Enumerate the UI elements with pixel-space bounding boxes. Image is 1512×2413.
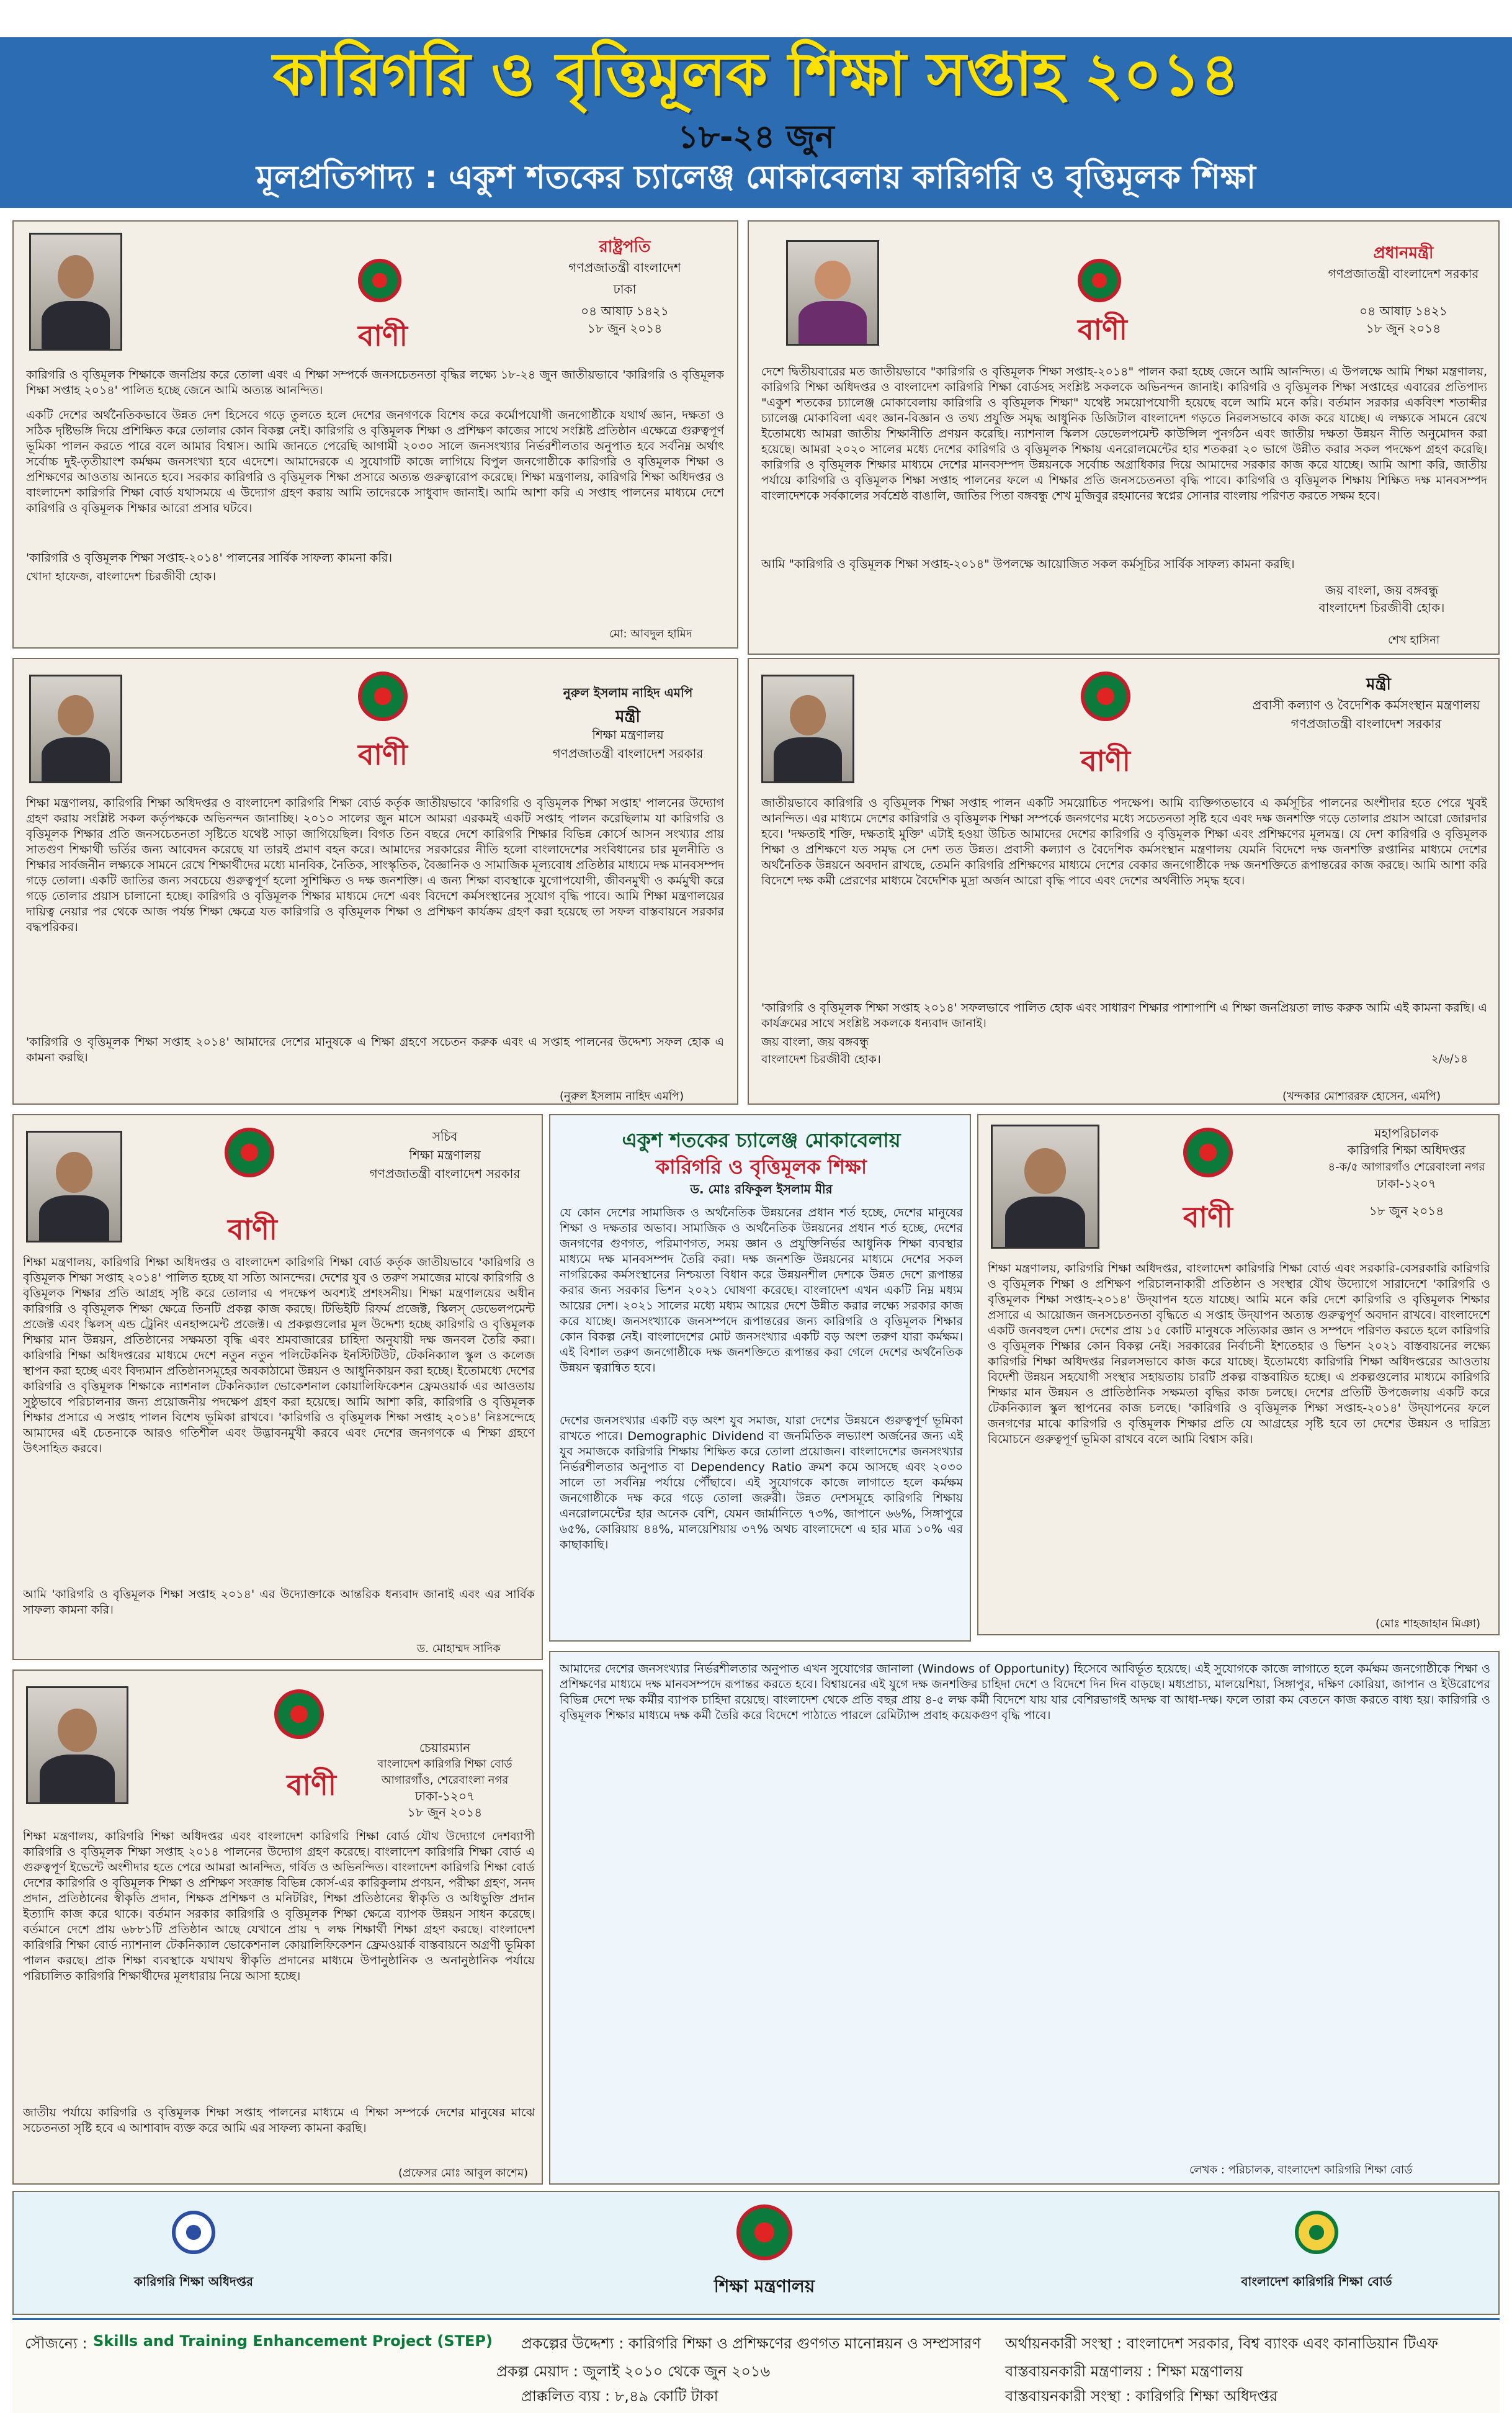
expat-minister-role: মন্ত্রী xyxy=(1366,675,1391,694)
bani-label: বাণী xyxy=(1081,744,1130,778)
chairman-office: বাংলাদেশ কারিগরি শিক্ষা বোর্ড xyxy=(377,1758,512,1771)
president-role: রাষ্ট্রপতি xyxy=(599,238,651,256)
courtesy-label: সৌজন্যে : xyxy=(25,2335,87,2352)
president-intro: কারিগরি ও বৃত্তিমূলক শিক্ষাকে জনপ্রিয় করে তোলা এবং এ শিক্ষা সম্পর্কে জনসচেতনতা বৃদ্ধির লক্ষ্যে ১৮-২৪ জুন জাতীয়ভাবে 'কারিগরি ও বৃত্তিমূলক শিক্ষা সপ্তাহ ২০১৪' পালিত হচ্ছে জেনে আমি অত্যন্ত আনন্দিত। xyxy=(26,368,724,397)
expat-minister-gov: গণপ্রজাতন্ত্রী বাংলাদেশ সরকার xyxy=(1291,716,1442,731)
secretary-message xyxy=(12,1114,543,1660)
article-continuation xyxy=(549,1651,1500,2185)
pm-body: দেশে দ্বিতীয়বারের মত জাতীয়ভাবে "কারিগরি ও বৃত্তিমূলক শিক্ষা সপ্তাহ-২০১৪" পালন করা হচ্ছে জেনে আমি আনন্দিত। এ উপলক্ষে আমি শিক্ষা মন্ত্রণালয়, কারিগরি শিক্ষা অধিদপ্তর ও বাংলাদেশ কারিগরি শিক্ষা বোর্ডসহ সংশ্লিষ্ট সকলকে অভিনন্দন জানাই। কারিগরি ও বৃত্তিমূলক শিক্ষা সপ্তাহের এবারের প্রতিপাদ্য "একুশ শতকের চ্যালেঞ্জ মোকাবেলায় কারিগরি ও বৃত্তিমূলক শিক্ষা" যথেষ্ট সময়োপযোগী হয়েছে বলে আমি মনে করি। বর্তমান সরকার একবিংশ শতাব্দীর চ্যালেঞ্জ মোকাবিলা এবং জ্ঞান-বিজ্ঞান ও তথ্য প্রযুক্তি সমৃদ্ধ আধুনিক ডিজিটাল বাংলাদেশ গড়তে নিরলসভাবে কাজ করে যাচ্ছে। এ লক্ষ্যকে সামনে রেখে ইতোমধ্যে আমরা জাতীয় শিক্ষানীতি প্রণয়ন করেছি। ন্যাশনাল স্কিলস ডেভেলপমেন্ট কাউন্সিল পুনর্গঠন এবং জাতীয় দক্ষতা উন্নয়ন নীতি অনুমোদন করা হয়েছে। আমরা ২০২০ সালের মধ্যে দেশের কারিগরি ও বৃত্তিমূলক শিক্ষায় এনরোলমেন্টের হার শতকরা ২০ ভাগে উন্নীত করার সকল পদক্ষেপ গ্রহণ করেছি। কারিগরি ও বৃত্তিমূলক শিক্ষার মাধ্যমে দেশের মানবসম্পদ উন্নয়নকে সর্বোচ্চ অগ্রাধিকার দিয়ে আমাদের সরকার কাজ করে যাচ্ছে। আমি আশা করি, জাতীয় পর্যায়ে কারিগরি ও বৃত্তিমূলক শিক্ষা সপ্তাহ পালনের ফলে এ শিক্ষার প্রতি জনসচেতনতা বৃদ্ধি পাবে। কারিগরি ও বৃত্তিমূলক শিক্ষায় শিক্ষিত দক্ষ মানবসম্পদ বাংলাদেশকে সর্বকালের সর্বশ্রেষ্ঠ বাঙালি, জাতির পিতা বঙ্গবন্ধু শেখ মুজিবুর রহমানের স্বপ্নের সোনার বাংলায় পরিণত করতে সক্ষম হবে। xyxy=(761,365,1487,503)
minister-ministry: শিক্ষা মন্ত্রণালয় xyxy=(592,727,664,742)
pm-photo xyxy=(786,240,879,346)
expat-minister-ministry: প্রবাসী কল্যাণ ও বৈদেশিক কর্মসংস্থান মন্ত্রণালয় xyxy=(1252,698,1480,712)
board-logo-icon xyxy=(1295,2211,1338,2254)
article-author-note: লেখক : পরিচালক, বাংলাদেশ কারিগরি শিক্ষা বোর্ড xyxy=(1189,2164,1413,2177)
bani-label: বাণী xyxy=(358,738,408,771)
pm-date: ১৮ জুন ২০১৪ xyxy=(1366,321,1441,336)
president-photo xyxy=(29,233,122,351)
expat-minister-slogan: জয় বাংলা, জয় বঙ্গবন্ধু xyxy=(761,1035,869,1049)
article-wide-text: আমাদের দেশের জনসংখ্যার নির্ভরশীলতার অনুপাত এখন সুযোগের জানালা (Windows of Opportunity) হিসেবে আবির্ভূত হয়েছে। এই সুযোগকে কাজে লাগাতে হলে কর্মক্ষম জনগোষ্ঠীকে শিক্ষা ও প্রশিক্ষণের মাধ্যমে দক্ষ মানবসম্পদে রূপান্তর করতে হবে। বিশ্বায়নের এই যুগে দক্ষ জনশক্তির চাহিদা দেশে ও বিদেশে দিন দিন বাড়ছে। মধ্যপ্রাচ্য, মালয়েশিয়া, সিঙ্গাপুর, দক্ষিণ কোরিয়া, জাপান ও ইউরোপের বিভিন্ন দেশে দক্ষ কর্মীর ব্যাপক চাহিদা রয়েছে। বাংলাদেশ থেকে প্রতি বছর প্রায় ৪-৫ লক্ষ কর্মী বিদেশে যায় যার বেশিরভাগই অদক্ষ বা আধা-দক্ষ। ফলে তারা কম বেতনে কাজ করতে বাধ্য হয়। কারিগরি ও বৃত্তিমূলক শিক্ষার মাধ্যমে দক্ষ কর্মী তৈরি করে বিদেশে পাঠাতে পারলে রেমিট্যান্স প্রবাহ কয়েকগুণ বৃদ্ধি পাবে। xyxy=(560,1662,1490,1722)
board-label: বাংলাদেশ কারিগরি শিক্ষা বোর্ড xyxy=(1241,2274,1392,2289)
project-name: Skills and Training Enhancement Project (STEP) xyxy=(93,2332,493,2350)
event-theme: মূলপ্রতিপাদ্য : একুশ শতকের চ্যালেঞ্জ মোকাবেলায় কারিগরি ও বৃত্তিমূলক শিক্ষা xyxy=(256,159,1256,196)
bani-label: বাণী xyxy=(287,1768,336,1802)
government-seal-icon xyxy=(1081,672,1130,721)
president-place: ঢাকা xyxy=(613,282,637,297)
minister-photo xyxy=(29,675,122,783)
secretary-role: সচিব xyxy=(432,1129,458,1144)
president-message xyxy=(12,220,738,649)
project-cost: প্রাক্কলিত ব্যয় : ৮,৪৯ কোটি টাকা xyxy=(521,2388,718,2405)
director-general-message xyxy=(977,1114,1500,1635)
ministry-logo-icon xyxy=(736,2204,792,2260)
expat-minister-slogan-2: বাংলাদেশ চিরজীবী হোক। xyxy=(761,1053,881,1066)
minister-gov: গণপ্রজাতন্ত্রী বাংলাদেশ সরকার xyxy=(552,746,704,761)
education-minister-message xyxy=(12,658,738,1105)
secretary-gov: গণপ্রজাতন্ত্রী বাংলাদেশ সরকার xyxy=(369,1166,521,1181)
secretary-signature: ড. মোহাম্মদ সাদিক xyxy=(417,1642,501,1655)
bani-label: বাণী xyxy=(1183,1200,1233,1234)
government-seal-icon xyxy=(358,259,401,302)
article-author: ড. মোঃ রফিকুল ইসলাম মীর xyxy=(690,1182,833,1197)
president-date: ১৮ জুন ২০১৪ xyxy=(587,321,663,336)
president-slogan: খোদা হাফেজ, বাংলাদেশ চিরজীবী হোক। xyxy=(26,570,217,583)
president-closing: 'কারিগরি ও বৃত্তিমূলক শিক্ষা সপ্তাহ-২০১৪' পালনের সার্বিক সাফল্য কামনা করি। xyxy=(26,551,393,565)
minister-role: মন্ত্রী xyxy=(615,708,640,726)
ministry-label: শিক্ষা মন্ত্রণালয় xyxy=(714,2276,815,2296)
expat-minister-signature: (খন্দকার মোশাররফ হোসেন, এমপি) xyxy=(1282,1090,1441,1103)
secretary-ministry: শিক্ষা মন্ত্রণালয় xyxy=(409,1148,481,1162)
footer xyxy=(12,2318,1500,2413)
article-column-2: দেশের জনসংখ্যার একটি বড় অংশ যুব সমাজ, যারা দেশের উন্নয়নে গুরুত্বপূর্ণ ভূমিকা রাখতে পারে। Demographic Dividend বা জনমিতিক লভ্যাংশ অর্জনের জন্য এই যুব সমাজকে কারিগরি শিক্ষায় শিক্ষিত করে তোলা প্রয়োজন। বাংলাদেশের জনসংখ্যার নির্ভরশীলতার অনুপাত বা Dependency Ratio ক্রমশ কমে আসছে এবং ২০৩০ সালে তা সর্বনিম্ন পর্যায়ে পৌঁছাবে। এই সুযোগকে কাজে লাগাতে হলে কর্মক্ষম জনগোষ্ঠীকে দক্ষ করে গড়ে তোলা জরুরী। উন্নত দেশসমূহে কারিগরি শিক্ষায় এনরোলমেন্টের হার অনেক বেশি, যেমন জার্মানিতে ৭৩%, জাপানে ৬৬%, সিঙ্গাপুরে ৬৫%, কোরিয়ায় ৪৪%, মালয়েশিয়ায় ৩৭% অথচ বাংলাদেশে এ হার মাত্র ১০% এর কাছাকাছি। xyxy=(560,1414,963,1552)
pm-role: প্রধানমন্ত্রী xyxy=(1373,244,1434,263)
dg-office: কারিগরি শিক্ষা অধিদপ্তর xyxy=(1347,1143,1466,1157)
bani-label: বাণী xyxy=(1078,313,1127,346)
president-body: একটি দেশের অর্থনৈতিকভাবে উন্নত দেশ হিসেবে গড়ে তুলতে হলে দেশের জনগণকে বিশেষ করে কর্মোপযোগী জনগোষ্ঠীকে যথার্থ জ্ঞান, দক্ষতা ও সঠিক দৃষ্টিভঙ্গি দিয়ে প্রশিক্ষিত করে তোলার কোন বিকল্প নেই। কারিগরি ও বৃত্তিমূলক শিক্ষা ও প্রশিক্ষণ কাজের সাথে সংশ্লিষ্ট প্রতিষ্ঠান এক্ষেত্রে গুরুত্বপূর্ণ ভূমিকা পালন করতে পারে বলে আমার বিশ্বাস। আমি জানতে পেরেছি আগামী ২০৩০ সালে জনসংখ্যার নির্ভরশীলতার অনুপাত হবে সর্বনিম্ন অর্থাৎ সর্বোচ্চ দুই-তৃতীয়াংশ কর্মক্ষম জনসংখ্যা হবে এদেশে। আমাদেরকে এ সুযোগটি কাজে লাগিয়ে বিপুল জনগোষ্ঠীকে কারিগরি ও বৃত্তিমূলক শিক্ষা ও প্রশিক্ষণের আওতায় আনতে হবে। সরকার কারিগরি ও বৃত্তিমূলক শিক্ষা প্রসারে অত্যন্ত গুরুত্বারোপ করেছে। শিক্ষা মন্ত্রণালয়, কারিগরি শিক্ষা অধিদপ্তর ও বাংলাদেশ কারিগরি শিক্ষা বোর্ড যথাসময়ে এ উদ্যোগ গ্রহণ করায় আমি তাদেরকে সাধুবাদ জানাই। আমি আশা করি এ সপ্তাহ পালনের মাধ্যমে দেশে কারিগরি ও বৃত্তিমূলক শিক্ষার আরো প্রসার ঘটবে। xyxy=(26,408,724,515)
president-gov: গণপ্রজাতন্ত্রী বাংলাদেশ xyxy=(568,260,681,275)
minister-body: শিক্ষা মন্ত্রণালয়, কারিগরি শিক্ষা অধিদপ্তর ও বাংলাদেশ কারিগরি শিক্ষা বোর্ড কর্তৃক জাতীয়ভাবে 'কারিগরি ও বৃত্তিমূলক শিক্ষা সপ্তাহ' পালনের উদ্যোগ গ্রহণ করায় সংশ্লিষ্ট সকল কর্তৃপক্ষকে অভিনন্দন জানাচ্ছি। ২০১০ সালের জুন মাসে আমরা এরকমই একটি সপ্তাহ পালন করেছিলাম যা কারিগরি ও বৃত্তিমূলক শিক্ষার প্রতি জনসচেতনতা সৃষ্টিতে যথেষ্ট সাড়া জাগিয়েছিল। বিগত তিন বছরে দেশে কারিগরি শিক্ষার বিভিন্ন কোর্সে আসন সংখ্যার প্রায় সাতগুণ শিক্ষার্থী ভর্তির জন্য আবেদন করেছে যা তারই প্রমাণ বহন করে। আমাদের সরকারের নীতি হলো বাংলাদেশের সংবিধানের চার মূলনীতি ও শিক্ষার সার্বজনীন লক্ষ্যকে সামনে রেখে শিক্ষার্থীদের মধ্যে মানবিক, নৈতিক, সাংস্কৃতিক, বৈজ্ঞানিক ও সামাজিক মূল্যবোধ প্রতিষ্ঠার মাধ্যমে দক্ষ মানবসম্পদ গড়ে তোলা। একটি জাতির জন্য সবচেয়ে গুরুত্বপূর্ণ হলো সুশিক্ষিত ও দক্ষ জনশক্তি। এ জন্য শিক্ষা ব্যবস্থাকে যুগোপযোগী, জীবনমুখী ও কর্মমুখী করে গড়ে তোলার প্রয়াস চালানো হচ্ছে। কারিগরি ও বৃত্তিমূলক শিক্ষার মাধ্যমে দেশে এবং বিদেশে কর্মসংস্থানের সুযোগ বৃদ্ধি পাবে। আমি শিক্ষা মন্ত্রণালয়ের দায়িত্ব নেয়ার পর থেকে আজ পর্যন্ত শিক্ষা ক্ষেত্রে যত কারিগরি ও বৃত্তিমূলক শিক্ষা ও প্রশিক্ষণ কার্যক্রম গ্রহণ করা হয়েছে তা সফল বাস্তবায়নে সরকার বদ্ধপরিকর। xyxy=(26,796,724,934)
chairman-role: চেয়ারম্যান xyxy=(419,1740,471,1755)
minister-name: নুরুল ইসলাম নাহিদ এমপি xyxy=(563,685,693,700)
secretary-closing: আমি 'কারিগরি ও বৃত্তিমূলক শিক্ষা সপ্তাহ ২০১৪' এর উদ্যোক্তাকে আন্তরিক ধন্যবাদ জানাই এবং এর সার্বিক সাফল্য কামনা করি। xyxy=(23,1588,535,1617)
minister-signature: (নুরুল ইসলাম নাহিদ এমপি) xyxy=(560,1090,684,1103)
implementing-agency: বাস্তবায়নকারী সংস্থা : কারিগরি শিক্ষা অধিদপ্তর xyxy=(1005,2388,1278,2405)
logo-strip xyxy=(12,2191,1500,2315)
article-title-line-2: কারিগরি ও বৃত্তিমূলক শিক্ষা xyxy=(655,1155,867,1179)
article-column-1: যে কোন দেশের সামাজিক ও অর্থনৈতিক উন্নয়নের প্রধান শর্ত হচ্ছে, দেশের মানুষের শিক্ষা ও দক্ষতার অভাব। সামাজিক ও অর্থনৈতিক উন্নয়নের প্রধান শর্ত হচ্ছে, দেশের জনগণের গুণগত, পরিমাণগত, সময় জ্ঞান ও প্রযুক্তিনির্ভর আধুনিক শিক্ষা ব্যবস্থার মাধ্যমে দক্ষ মানবসম্পদ তৈরি করা। দক্ষ জনশক্তি উন্নয়নের মাধ্যমে দেশের সকল নাগরিকের কর্মসংস্থানের নিশ্চয়তা বিধান করে উন্নয়নশীল দেশকে উন্নত দেশে রূপান্তর করার জন্য সরকার ভিশন ২০২১ ঘোষণা করেছে। বাংলাদেশ এখন একটি নিম্ন মধ্যম আয়ের দেশ। ২০২১ সালের মধ্যে মধ্যম আয়ের দেশে উন্নীত করার লক্ষ্যে সরকার কাজ করে যাচ্ছে। জনসংখ্যাকে জনসম্পদে রূপান্তরের জন্য কারিগরি ও বৃত্তিমূলক শিক্ষার কোন বিকল্প নেই। বাংলাদেশের মোট জনসংখ্যার একটি বড় অংশ তরুণ যারা কর্মক্ষম। এই বিশাল তরুণ জনগোষ্ঠীকে দক্ষ জনশক্তিতে রূপান্তর করা গেলে দেশের অর্থনৈতিক উন্নয়ন ত্বরান্বিত হবে। xyxy=(560,1206,963,1375)
pm-date-bn: ০৪ আষাঢ় ১৪২১ xyxy=(1359,303,1447,318)
dg-address: ৪-ক/৫ আগারগাঁও শেরেবাংলা নগর xyxy=(1328,1161,1485,1174)
dg-signature: (মোঃ শাহজাহান মিঞা) xyxy=(1376,1617,1481,1630)
expat-minister-message xyxy=(748,658,1500,1105)
chairman-closing: জাতীয় পর্যায়ে কারিগরি ও বৃত্তিমূলক শিক্ষা সপ্তাহ পালনের মাধ্যমে এ শিক্ষা সম্পর্কে দেশের মানুষের মাঝে সচেতনতা সৃষ্টি হবে এ আশাবাদ ব্যক্ত করে আমি এর সাফল্য কামনা করছি। xyxy=(23,2106,535,2135)
chairman-photo xyxy=(26,1686,128,1804)
pm-message xyxy=(748,220,1500,655)
pm-closing: আমি "কারিগরি ও বৃত্তিমূলক শিক্ষা সপ্তাহ-২০১৪" উপলক্ষে আয়োজিত সকল কর্মসূচির সার্বিক সাফল্য কামনা করছি। xyxy=(761,557,1295,571)
directorate-label: কারিগরি শিক্ষা অধিদপ্তর xyxy=(133,2274,254,2289)
feature-article xyxy=(549,1114,971,1642)
technical-board-seal-icon xyxy=(274,1689,324,1739)
event-dates: ১৮-২৪ জুন xyxy=(678,119,834,156)
chairman-message xyxy=(12,1669,543,2185)
president-signature: মো: আবদুল হামিদ xyxy=(609,627,692,640)
government-seal-icon xyxy=(358,672,408,721)
dg-date: ১৮ জুন ২০১৪ xyxy=(1369,1203,1444,1218)
dg-photo xyxy=(991,1125,1099,1249)
government-seal-icon xyxy=(225,1128,274,1177)
pm-signature: শেখ হাসিনা xyxy=(1388,634,1440,647)
minister-photo xyxy=(761,675,854,783)
chairman-signature: (প্রফেসর মোঃ আবুল কাশেম) xyxy=(398,2167,529,2180)
minister-closing: 'কারিগরি ও বৃত্তিমূলক শিক্ষা সপ্তাহ ২০১৪' আমাদের দেশের মানুষকে এ শিক্ষা গ্রহণে সচেতন করুক এবং এ সপ্তাহ পালনের উদ্দেশ্য সফল হোক এ কামনা করছি। xyxy=(26,1035,724,1064)
chairman-body: শিক্ষা মন্ত্রণালয়, কারিগরি শিক্ষা অধিদপ্তর এবং বাংলাদেশ কারিগরি শিক্ষা বোর্ড যৌথ উদ্যোগে দেশব্যাপী কারিগরি ও বৃত্তিমূলক শিক্ষা সপ্তাহ ২০১৪ পালনের উদ্যোগ গ্রহণ করেছে। বাংলাদেশ কারিগরি শিক্ষা বোর্ড এ গুরুত্বপূর্ণ ইভেন্টে অংশীদার হতে পেরে আমরা আনন্দিত, গর্বিত ও অভিনন্দিত। বাংলাদেশ কারিগরি শিক্ষা বোর্ড দেশের কারিগরি ও বৃত্তিমূলক শিক্ষা ও প্রশিক্ষণ সংক্রান্ত বিভিন্ন কোর্স-এর কারিকুলাম প্রণয়ন, পরীক্ষা গ্রহণ, সনদ প্রদান, প্রতিষ্ঠানের স্বীকৃতি প্রদান, শিক্ষক প্রশিক্ষণ ও মনিটরিং, শিক্ষা প্রতিষ্ঠানের স্বীকৃতি ও অধিভুক্তি প্রদান ইত্যাদি কাজ করে থাকে। বর্তমান সরকার কারিগরি ও বৃত্তিমূলক শিক্ষা ক্ষেত্রে ব্যাপক উন্নয়ন সাধন করেছে। বর্তমানে দেশে প্রায় ৬৮৮১টি প্রতিষ্ঠান আছে যেখানে প্রায় ৭ লক্ষ শিক্ষার্থী শিক্ষা গ্রহণ করছে। বাংলাদেশ কারিগরি শিক্ষা বোর্ড ন্যাশনাল টেকনিক্যাল ভোকেশনাল কোয়ালিফিকেশন ফ্রেমওয়ার্ক বাস্তবায়নে অগ্রণী ভূমিকা পালন করছে। প্রাক শিক্ষা ব্যবস্থাকে যথাযথ স্বীকৃতি প্রদানের মাধ্যমে উপানুষ্ঠানিক ও অনানুষ্ঠানিক পর্যায়ে পরিচালিত কারিগরি শিক্ষার্থীদের মূলধারায় নিয়ে আসা হচ্ছে। xyxy=(23,1830,535,1983)
bani-label: বাণী xyxy=(228,1213,277,1246)
secretary-photo xyxy=(26,1131,122,1242)
dg-city: ঢাকা-১২০৭ xyxy=(1376,1176,1437,1191)
article-title-line-1: একুশ শতকের চ্যালেঞ্জ মোকাবেলায় xyxy=(622,1128,901,1152)
expat-minister-body: জাতীয়ভাবে কারিগরি ও বৃত্তিমূলক শিক্ষা সপ্তাহ পালন একটি সময়োচিত পদক্ষেপ। আমি ব্যক্তিগতভাবে এ কর্মসূচির পালনের অংশীদার হতে পেরে খুবই আনন্দিত। এর মাধ্যমে দেশের কারিগরি ও বৃত্তিমূলক শিক্ষা সম্পর্কে জনগণের মধ্যে সচেতনতা সৃষ্টি হবে এবং দক্ষ জনশক্তি গড়ে তোলার প্রয়াস আরো জোরদার হবে। 'দক্ষতাই শক্তি, দক্ষতাই মুক্তি' এটাই হওয়া উচিত আমাদের দেশের কারিগরি ও বৃত্তিমূলক শিক্ষা এবং প্রশিক্ষণের মূলমন্ত্র। যে দেশ কারিগরি ও বৃত্তিমূলক শিক্ষা ও প্রশিক্ষণে যত সমৃদ্ধ সে দেশ তত উন্নত। প্রবাসী কল্যাণ ও বৈদেশিক কর্মসংস্থান মন্ত্রণালয় যেমনি বিদেশে দক্ষ জনশক্তি রপ্তানির মাধ্যমে দেশের অর্থনৈতিক উন্নয়নে অবদান রাখছে, তেমনি কারিগরি প্রশিক্ষণের মাধ্যমে দেশের বেকার জনগোষ্ঠীকে দক্ষ জনশক্তিতে রূপান্তরের কাজ করছে। আমি আশা করি বিদেশে দক্ষ কর্মী প্রেরণের মাধ্যমে বৈদেশিক মুদ্রা অর্জন আরো বৃদ্ধি পাবে এবং দেশের অর্থনীতি সমৃদ্ধ হবে। xyxy=(761,796,1487,887)
president-date-bn: ০৪ আষাঢ় ১৪২১ xyxy=(581,303,669,318)
expat-minister-closing: 'কারিগরি ও বৃত্তিমূলক শিক্ষা সপ্তাহ ২০১৪' সফলভাবে পালিত হোক এবং সাধারণ শিক্ষার পাশাপাশি এ শিক্ষা জনপ্রিয়তা লাভ করুক আমি এই কামনা করছি। এ কার্যক্রমের সাথে সংশ্লিষ্ট সকলকে ধন্যবাদ জানাই। xyxy=(761,1001,1487,1030)
secretary-body: শিক্ষা মন্ত্রণালয়, কারিগরি শিক্ষা অধিদপ্তর ও বাংলাদেশ কারিগরি শিক্ষা বোর্ড কর্তৃক জাতীয়ভাবে 'কারিগরি ও বৃত্তিমূলক শিক্ষা সপ্তাহ ২০১৪' পালিত হচ্ছে যা সত্যি আনন্দের। দেশের যুব ও তরুণ সমাজের মাঝে কারিগরি ও বৃত্তিমূলক শিক্ষার প্রতি আগ্রহ সৃষ্টি করে তোলার এ পদক্ষেপ অবশ্যই প্রশংসনীয়। শিক্ষা মন্ত্রণালয়ের অধীন কারিগরি ও বৃত্তিমূলক শিক্ষা ক্ষেত্রে তিনটি প্রকল্প কাজ করছে। টিভিইটি রিফর্ম প্রজেক্ট, স্কিলস্ ডেভেলপমেন্ট প্রজেক্ট এবং স্কিলস্ এন্ড ট্রেনিং এনহান্সমেন্ট প্রজেক্ট। এ প্রকল্পগুলোর মূল উদ্দেশ্য হচ্ছে কারিগরি ও বৃত্তিমূলক শিক্ষার মান উন্নয়ন, প্রতিষ্ঠানের সক্ষমতা বৃদ্ধি এবং শ্রমবাজারের চাহিদা অনুযায়ী দক্ষ জনবল তৈরি করা। কারিগরি শিক্ষা অধিদপ্তরের মাধ্যমে দেশে নতুন নতুন পলিটেকনিক ইনস্টিটিউট, টেকনিক্যাল স্কুল ও কলেজ স্থাপন করা হচ্ছে এবং বিদ্যমান প্রতিষ্ঠানসমূহের অবকাঠামো উন্নয়ন ও আধুনিকায়ন করা হচ্ছে। ইতোমধ্যে দেশের কারিগরি ও বৃত্তিমূলক শিক্ষাকে ন্যাশনাল টেকনিক্যাল ভোকেশনাল কোয়ালিফিকেশন ফ্রেমওয়ার্ক এর আওতায় সুষ্ঠুভাবে পরিচালনার জন্য প্রয়োজনীয় পদক্ষেপ গ্রহণ করা হয়েছে। আমি আশা করি, কারিগরি ও বৃত্তিমূলক শিক্ষার প্রসারে এ সপ্তাহ পালন বিশেষ ভূমিকা রাখবে। 'কারিগরি ও বৃত্তিমূলক শিক্ষা সপ্তাহ ২০১৪' নিঃসন্দেহে আমাদের এই চেতনাকে আরও গতিশীল এবং উদ্ভাবনমুখী করবে এবং দেশের জনগণকে এ শিক্ষা গ্রহণে উৎসাহিত করবে। xyxy=(23,1256,535,1455)
government-seal-icon xyxy=(1078,259,1121,302)
implementing-ministry: বাস্তবায়নকারী মন্ত্রণালয় : শিক্ষা মন্ত্রণালয় xyxy=(1005,2363,1243,2380)
pm-slogan-2: বাংলাদেশ চিরজীবী হোক। xyxy=(1318,600,1445,615)
chairman-date: ১৮ জুন ২০১৪ xyxy=(407,1805,483,1820)
chairman-address: আগারগাঁও, শেরেবাংলা নগর xyxy=(381,1774,509,1787)
bani-label: বাণী xyxy=(358,319,408,353)
project-funding: অর্থায়নকারী সংস্থা : বাংলাদেশ সরকার, বিশ্ব ব্যাংক এবং কানাডিয়ান টিএফ xyxy=(1005,2335,1438,2352)
government-seal-icon xyxy=(1183,1128,1233,1177)
chairman-city: ঢাকা-১২০৭ xyxy=(414,1789,475,1804)
page-title: কারিগরি ও বৃত্তিমূলক শিক্ষা সপ্তাহ ২০১৪ xyxy=(272,40,1240,109)
dg-role: মহাপরিচালক xyxy=(1374,1126,1439,1141)
pm-gov: গণপ্রজাতন্ত্রী বাংলাদেশ সরকার xyxy=(1328,266,1479,281)
dg-body: শিক্ষা মন্ত্রণালয়, কারিগরি শিক্ষা অধিদপ্তর, বাংলাদেশ কারিগরি শিক্ষা বোর্ড এবং সরকারি-বেসরকারি কারিগরি ও বৃত্তিমূলক শিক্ষা ও প্রশিক্ষণ পরিচালনাকারী প্রতিষ্ঠান ও সংস্থার যৌথ উদ্যোগে সারাদেশে 'কারিগরি ও বৃত্তিমূলক শিক্ষা সপ্তাহ-২০১৪' উদ্‌যাপন হতে যাচ্ছে। আমি মনে করি দেশে কারিগরি ও বৃত্তিমূলক শিক্ষার প্রসারে এ আয়োজন জনসচেতনতা বৃদ্ধিতে এ সপ্তাহ উদ্‌যাপন অত্যন্ত গুরুত্বপূর্ণ অবদান রাখবে। বাংলাদেশে একটি জনবহুল দেশ। দেশের প্রায় ১৫ কোটি মানুষকে সত্যিকার জ্ঞান ও সম্পদে পরিণত করতে হলে কারিগরি ও বৃত্তিমূলক শিক্ষার কোন বিকল্প নেই। সরকারের নির্বাচনী ইশতেহার ও ভিশন ২০২১ বাস্তবায়নের লক্ষ্যে কারিগরি শিক্ষা অধিদপ্তর নিরলসভাবে কাজ করে যাচ্ছে। ইতোমধ্যে কারিগরি শিক্ষা অধিদপ্তরের আওতায় বিদেশী উন্নয়ন সহযোগী সংস্থার সহায়তায় চারটি প্রকল্প বাস্তবায়িত হচ্ছে। এ প্রকল্পগুলোর মাধ্যমে কারিগরি শিক্ষার মান উন্নয়ন ও প্রাতিষ্ঠানিক সক্ষমতা বৃদ্ধির কাজ চলছে। দেশের প্রতিটি উপজেলায় একটি করে টেকনিক্যাল স্কুল স্থাপনের কাজ চলছে। 'কারিগরি ও বৃত্তিমূলক শিক্ষা সপ্তাহ-২০১৪' উদ্‌যাপনের ফলে জনগণের মাঝে কারিগরি ও বৃত্তিমূলক শিক্ষার প্রতি যে আগ্রহের সৃষ্টি হবে তা দেশের উন্নয়ন ও দারিদ্র্য বিমোচনে গুরুত্বপূর্ণ ভূমিকা রাখবে বলে আমি বিশ্বাস করি। xyxy=(988,1262,1490,1446)
project-duration: প্রকল্প মেয়াদ : জুলাই ২০১০ থেকে জুন ২০১৬ xyxy=(496,2363,771,2380)
expat-minister-sign-date: ২/৬/১৪ xyxy=(1431,1053,1468,1066)
pm-slogan-1: জয় বাংলা, জয় বঙ্গবন্ধু xyxy=(1325,583,1439,598)
project-objective: প্রকল্পের উদ্দেশ্য : কারিগরি শিক্ষা ও প্রশিক্ষণের গুণগত মানোন্নয়ন ও সম্প্রসারণ xyxy=(521,2335,981,2352)
directorate-logo-icon xyxy=(172,2211,215,2254)
